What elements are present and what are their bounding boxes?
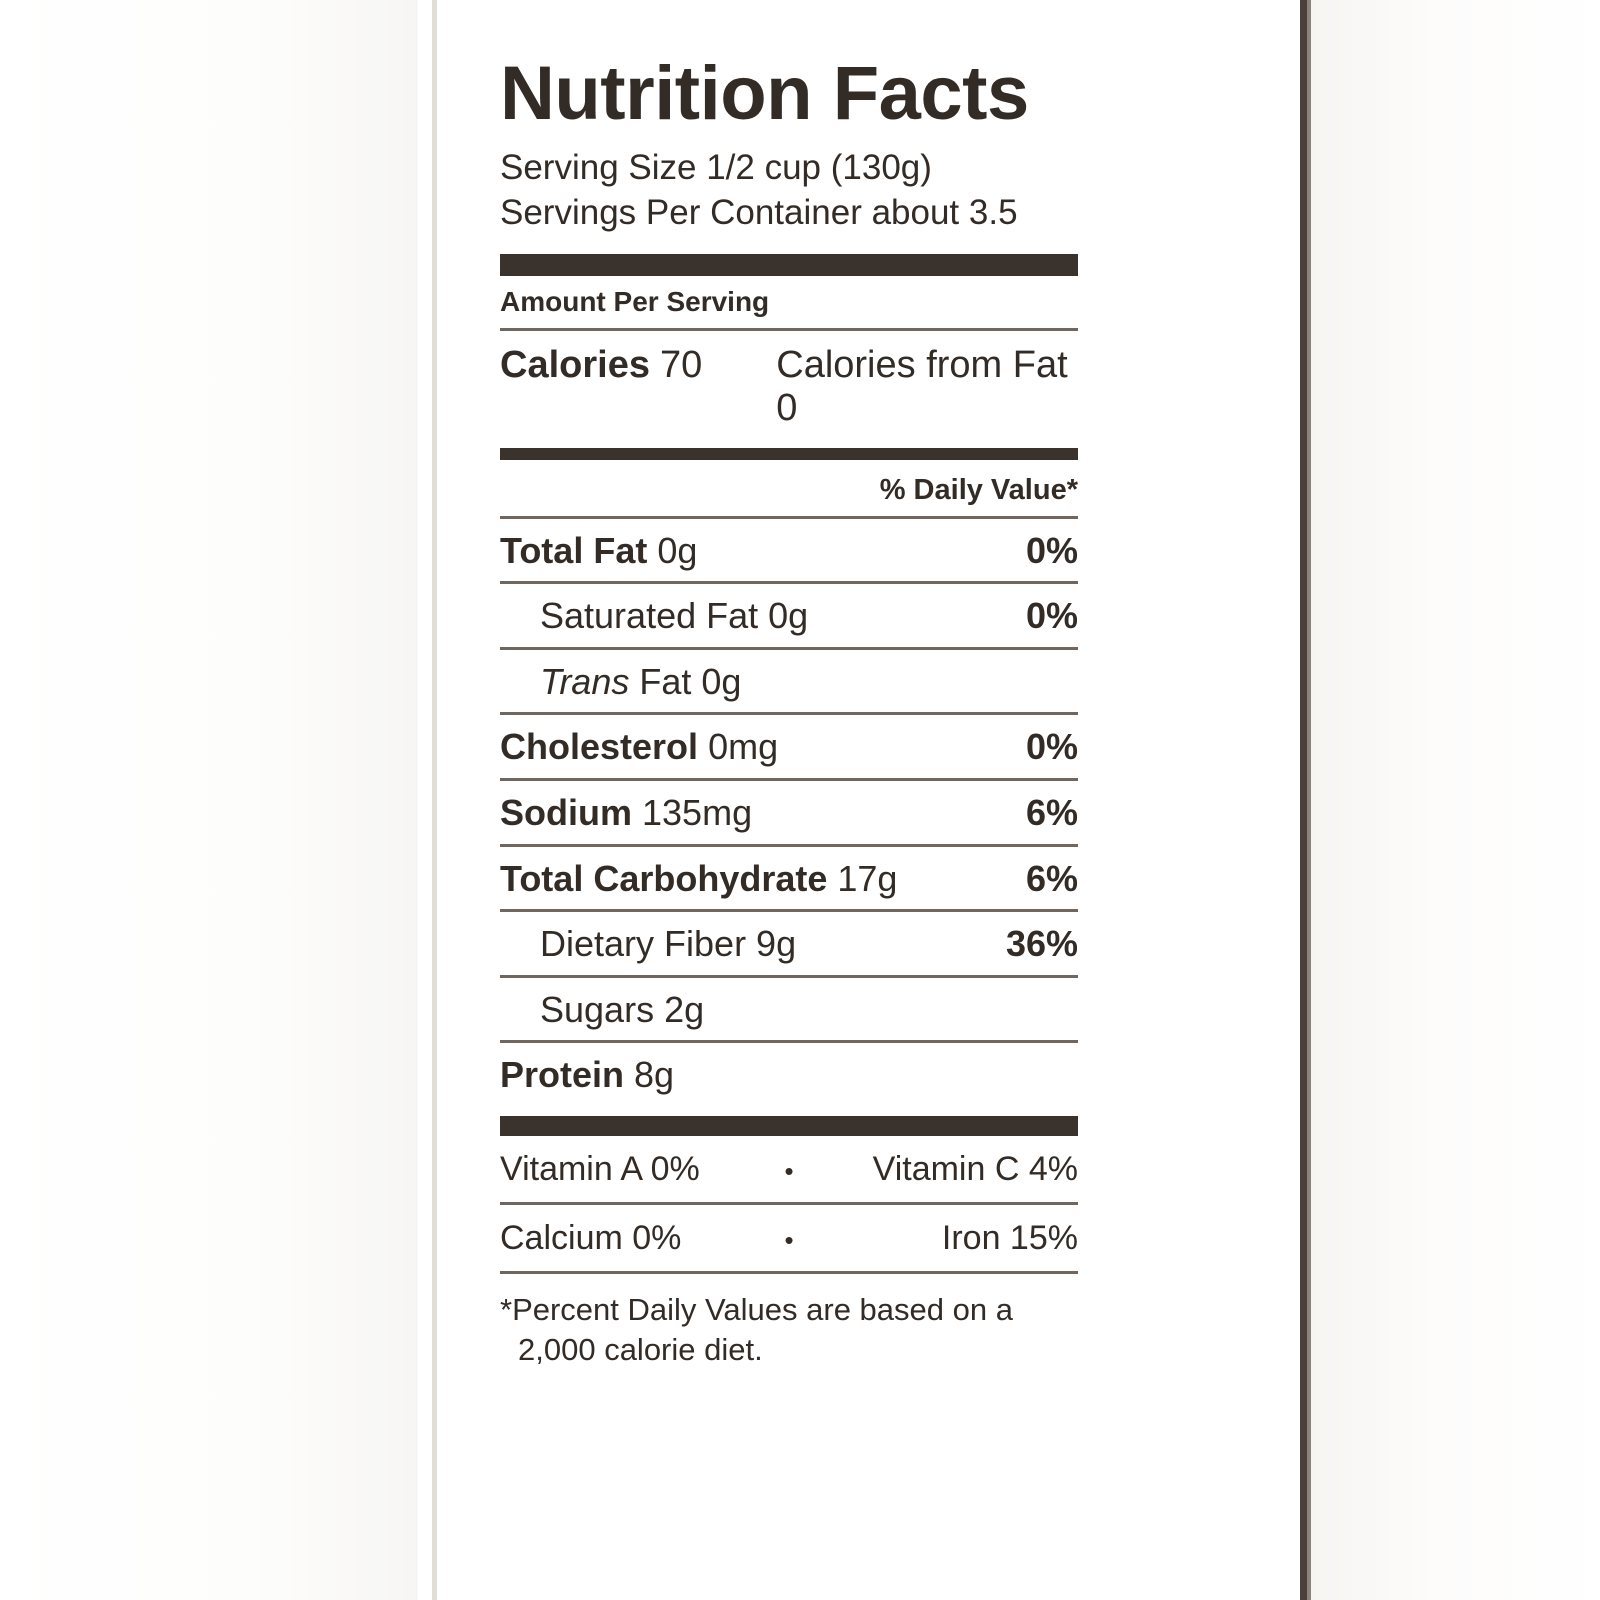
nutrient-row-cholesterol: [500, 715, 1078, 778]
panel-right-margin: [1308, 0, 1600, 1600]
nutrient-amount-total-carbohydrate: 17g: [837, 857, 898, 899]
nutrient-label-total-fat: Total Fat: [500, 529, 648, 571]
nutrient-name-protein: [500, 1055, 674, 1095]
footnote-line-2: 2,000 calorie diet.: [518, 1331, 763, 1367]
footnote-line-1: *Percent Daily Values are based on a: [500, 1291, 1013, 1327]
nutrient-amount-sodium: 135mg: [642, 791, 753, 833]
bullet-dot-icon-2: •: [784, 1224, 794, 1255]
calcium-value: Calcium 0%: [500, 1218, 682, 1257]
nutrient-row-dietary-fiber: [500, 912, 1078, 975]
nutrient-name-dietary-fiber: Dietary Fiber 9g: [540, 923, 797, 965]
nutrient-amount-cholesterol: 0mg: [708, 726, 779, 768]
nutrient-dv-sodium: 6%: [1025, 791, 1078, 833]
nutrient-row-total-carbohydrate: [500, 847, 1078, 910]
calories-row: [500, 331, 1078, 442]
nutrient-row-sugars: [500, 978, 1078, 1041]
nutrient-dv-total-carbohydrate: 6%: [1025, 857, 1078, 899]
nutrient-label-protein: Protein: [500, 1054, 625, 1096]
nutrient-dv-cholesterol: 0%: [1025, 726, 1078, 768]
vitamin-c-value: Vitamin C 4%: [872, 1149, 1078, 1188]
panel-divider-right-secondary: [1307, 0, 1311, 1600]
nutrient-dv-dietary-fiber: 36%: [1005, 923, 1078, 965]
panel-divider-right: [1300, 0, 1307, 1600]
servings-per-container-text: Servings Per Container about 3.5: [500, 192, 1018, 232]
nutrient-row-total-fat: [500, 519, 1078, 582]
nutrient-label-sodium: Sodium: [500, 791, 632, 833]
nutrient-name-trans-fat: [540, 662, 741, 702]
nutrient-row-protein: [500, 1043, 1078, 1106]
nutrient-row-saturated-fat: [500, 584, 1078, 647]
amount-per-serving-heading: Amount Per Serving: [500, 285, 770, 317]
nutrient-name-sodium: [500, 793, 752, 833]
bullet-dot-icon-1: •: [784, 1155, 794, 1186]
daily-value-footnote: [500, 1274, 1078, 1369]
nutrition-facts-label: [500, 51, 1078, 1369]
vitamin-a-value: Vitamin A 0%: [500, 1149, 700, 1188]
nutrient-amount-trans-fat: Fat 0g: [639, 660, 742, 702]
calories-label: Calories: [500, 343, 650, 386]
panel-left-margin: [0, 0, 418, 1600]
iron-value: Iron 15%: [941, 1218, 1078, 1257]
panel-divider-left: [432, 0, 437, 1600]
divider-medium-1: [500, 448, 1078, 460]
nutrient-label-cholesterol: Cholesterol: [500, 726, 699, 768]
nutrient-name-saturated-fat: Saturated Fat 0g: [540, 595, 809, 637]
nutrient-name-total-fat: [500, 531, 697, 571]
nutrient-amount-protein: 8g: [634, 1054, 675, 1096]
calories-value: 70: [659, 343, 703, 386]
nutrient-row-trans-fat: [500, 650, 1078, 713]
nutrient-name-total-carbohydrate: [500, 859, 897, 899]
nutrient-dv-total-fat: 0%: [1025, 529, 1078, 571]
daily-value-header: % Daily Value*: [879, 473, 1078, 506]
nutrient-row-sodium: [500, 781, 1078, 844]
nutrient-dv-saturated-fat: 0%: [1025, 595, 1078, 637]
nutrient-name-sugars: Sugars 2g: [540, 988, 705, 1030]
nutrition-facts-title: Nutrition Facts: [500, 51, 1029, 136]
vitamin-row-1: [500, 1136, 1078, 1202]
calories-from-fat: Calories from Fat 0: [776, 343, 1068, 429]
nutrient-label-total-carbohydrate: Total Carbohydrate: [500, 857, 828, 899]
nutrient-amount-total-fat: 0g: [657, 529, 698, 571]
divider-thick-bottom: [500, 1116, 1078, 1136]
vitamin-row-2: [500, 1205, 1078, 1271]
nutrient-name-cholesterol: [500, 727, 778, 767]
nutrient-label-trans: Trans: [540, 660, 630, 702]
divider-thick-top: [500, 254, 1078, 276]
serving-size-text: Serving Size 1/2 cup (130g): [500, 148, 932, 187]
